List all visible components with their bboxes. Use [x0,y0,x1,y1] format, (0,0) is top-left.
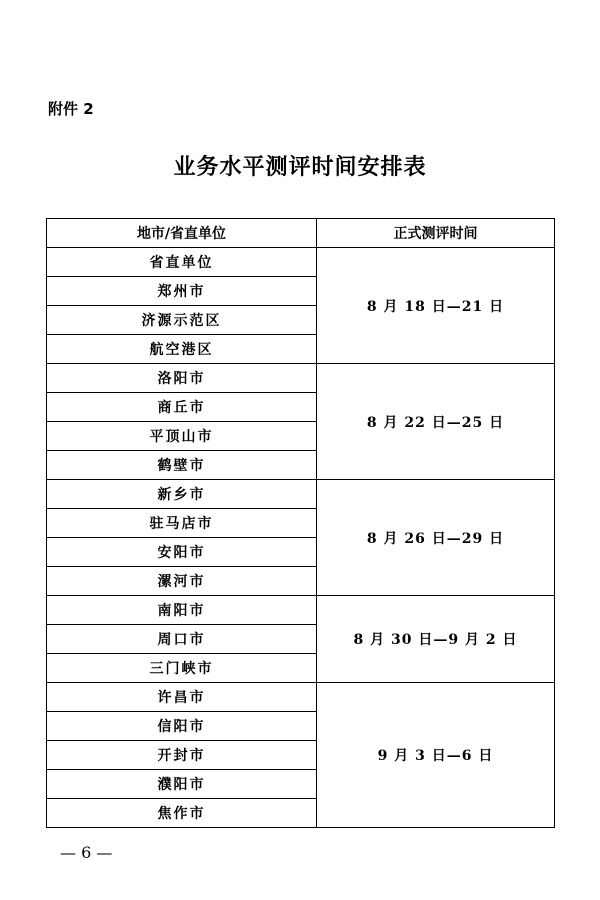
unit-cell: 焦作市 [47,799,317,828]
table-row [47,480,555,509]
header-time: 正式测评时间 [317,219,555,248]
schedule-table [46,218,555,828]
time-cell: 8 月 18 日—21 日 [317,248,555,364]
page-number: — 6 — [60,843,113,862]
table-row [47,596,555,625]
time-cell: 8 月 30 日—9 月 2 日 [317,596,555,683]
unit-cell: 三门峡市 [47,654,317,683]
unit-cell: 许昌市 [47,683,317,712]
unit-cell: 郑州市 [47,277,317,306]
unit-cell: 南阳市 [47,596,317,625]
unit-cell: 安阳市 [47,538,317,567]
unit-cell: 商丘市 [47,393,317,422]
table-row [47,683,555,712]
unit-cell: 平顶山市 [47,422,317,451]
table-row [47,248,555,277]
unit-cell: 濮阳市 [47,770,317,799]
table-row [47,364,555,393]
unit-cell: 周口市 [47,625,317,654]
time-cell: 8 月 22 日—25 日 [317,364,555,480]
time-cell: 8 月 26 日—29 日 [317,480,555,596]
unit-cell: 开封市 [47,741,317,770]
unit-cell: 驻马店市 [47,509,317,538]
time-cell: 9 月 3 日—6 日 [317,683,555,828]
table-header-row [47,219,555,248]
unit-cell: 济源示范区 [47,306,317,335]
header-unit: 地市/省直单位 [47,219,317,248]
attachment-label: 附件 2 [48,100,94,118]
unit-cell: 航空港区 [47,335,317,364]
page-title: 业务水平测评时间安排表 [173,155,427,180]
unit-cell: 洛阳市 [47,364,317,393]
unit-cell: 新乡市 [47,480,317,509]
unit-cell: 漯河市 [47,567,317,596]
unit-cell: 省直单位 [47,248,317,277]
unit-cell: 信阳市 [47,712,317,741]
unit-cell: 鹤壁市 [47,451,317,480]
